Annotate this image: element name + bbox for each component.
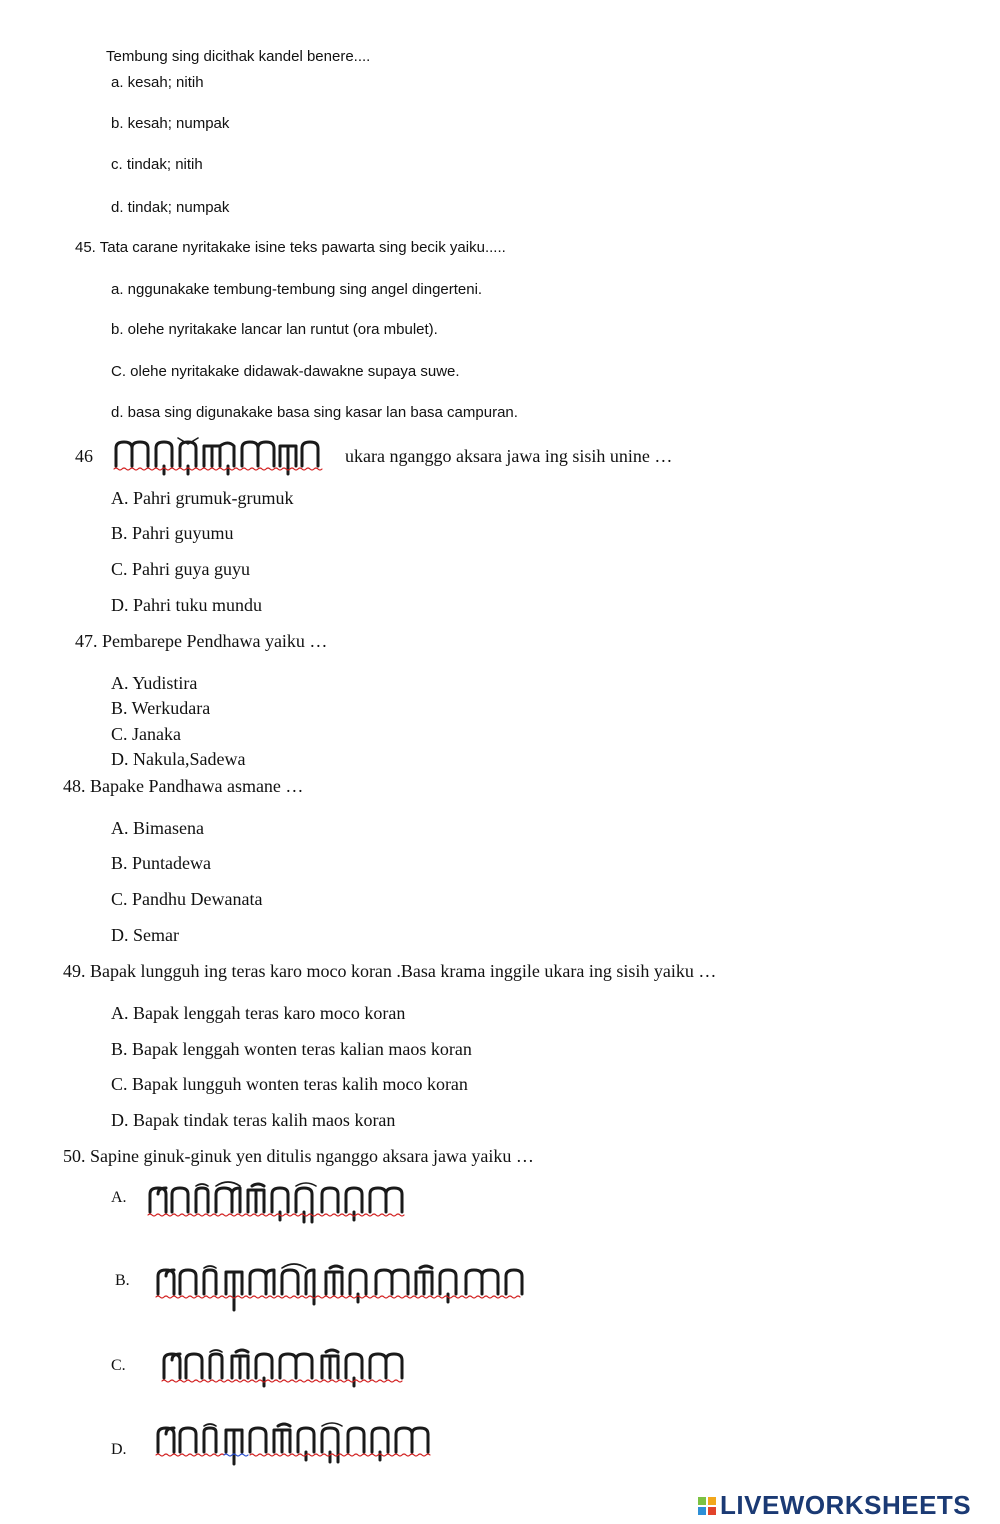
q45-stem: 45. Tata carane nyritakake isine teks pawarta sing becik yaiku..... <box>75 239 506 256</box>
q48-option-a[interactable]: A. Bimasena <box>111 818 204 838</box>
q47-option-a[interactable]: A. Yudistira <box>111 673 198 693</box>
q46-option-a[interactable]: A. Pahri grumuk-grumuk <box>111 488 294 508</box>
liveworksheets-logo[interactable] <box>698 1490 971 1521</box>
q46-option-d[interactable]: D. Pahri tuku mundu <box>111 595 262 615</box>
q45-option-a[interactable]: a. nggunakake tembung-tembung sing angel dingerteni. <box>111 281 483 298</box>
aksara-jawa-script-icon <box>112 436 322 476</box>
q44-option-a[interactable]: a. kesah; nitih <box>111 74 204 91</box>
logo-square-orange <box>708 1497 716 1505</box>
q47-option-b[interactable]: B. Werkudara <box>111 698 211 718</box>
q49-option-c[interactable]: C. Bapak lungguh wonten teras kalih moco koran <box>111 1074 468 1094</box>
q46-option-c[interactable]: C. Pahri guya guyu <box>111 559 250 579</box>
q44-option-b[interactable]: b. kesah; numpak <box>111 115 230 132</box>
q47-option-d[interactable]: D. Nakula,Sadewa <box>111 749 246 769</box>
q50-option-b[interactable]: B. <box>115 1272 130 1289</box>
liveworksheets-logo-icon <box>698 1497 716 1515</box>
q49-option-d[interactable]: D. Bapak tindak teras kalih maos koran <box>111 1110 396 1130</box>
q45-option-c[interactable]: C. olehe nyritakake didawak-dawakne supaya suwe. <box>111 363 460 380</box>
q47-stem: 47. Pembarepe Pendhawa yaiku … <box>75 631 328 651</box>
q46-number: 46 <box>75 446 93 466</box>
q46-option-b[interactable]: B. Pahri guyumu <box>111 523 234 543</box>
q49-stem: 49. Bapak lungguh ing teras karo moco koran .Basa krama inggile ukara ing sisih yaiku … <box>63 961 717 981</box>
q45-option-b[interactable]: b. olehe nyritakake lancar lan runtut (ora mbulet). <box>111 321 438 338</box>
q48-option-b[interactable]: B. Puntadewa <box>111 853 211 873</box>
q50-option-c[interactable]: C. <box>111 1357 126 1374</box>
brand-name: LIVEWORKSHEETS <box>720 1490 972 1520</box>
q50-stem: 50. Sapine ginuk-ginuk yen ditulis nganggo aksara jawa yaiku … <box>63 1146 534 1166</box>
q49-option-b[interactable]: B. Bapak lenggah wonten teras kalian maos koran <box>111 1039 472 1059</box>
q48-stem: 48. Bapake Pandhawa asmane … <box>63 776 304 796</box>
q44-stem: Tembung sing dicithak kandel benere.... <box>106 48 371 65</box>
q44-option-c[interactable]: c. tindak; nitih <box>111 156 203 173</box>
q47-option-c[interactable]: C. Janaka <box>111 724 181 744</box>
q48-option-c[interactable]: C. Pandhu Dewanata <box>111 889 263 909</box>
q44-option-d[interactable]: d. tindak; numpak <box>111 199 230 216</box>
aksara-jawa-script-icon[interactable] <box>154 1420 439 1466</box>
aksara-jawa-script-icon[interactable] <box>154 1262 529 1312</box>
q45-option-d[interactable]: d. basa sing digunakake basa sing kasar lan basa campuran. <box>111 404 518 421</box>
logo-square-green <box>698 1497 706 1505</box>
q50-option-d[interactable]: D. <box>111 1441 127 1458</box>
q49-option-a[interactable]: A. Bapak lenggah teras karo moco koran <box>111 1003 406 1023</box>
logo-square-red <box>708 1507 716 1515</box>
q50-option-a[interactable]: A. <box>111 1189 127 1206</box>
q46-stem: ukara nganggo aksara jawa ing sisih unine … <box>345 446 673 466</box>
logo-square-blue <box>698 1507 706 1515</box>
q48-option-d[interactable]: D. Semar <box>111 925 179 945</box>
aksara-jawa-script-icon[interactable] <box>160 1346 425 1392</box>
aksara-jawa-script-icon[interactable] <box>146 1180 416 1224</box>
